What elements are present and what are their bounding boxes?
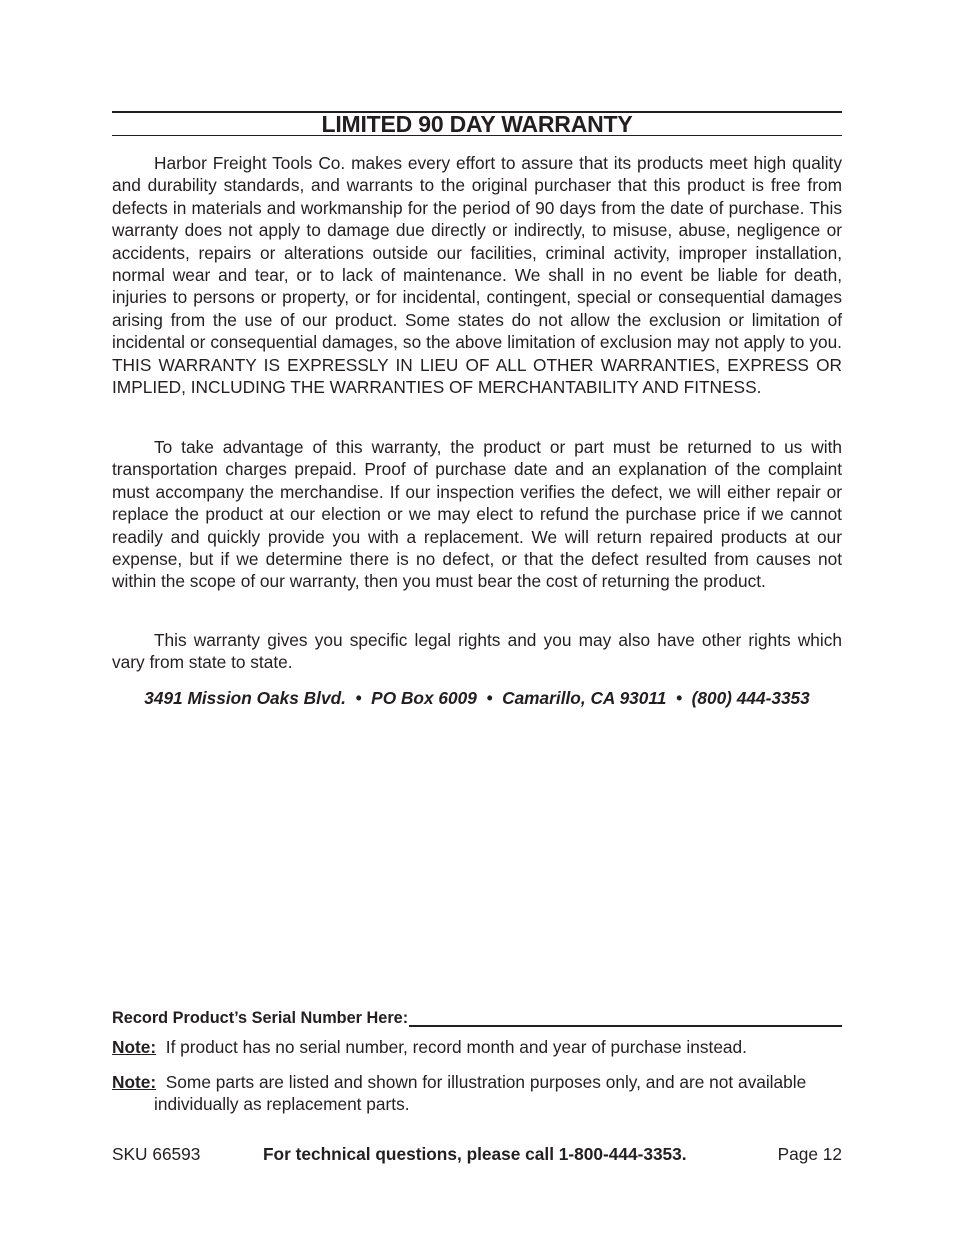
warranty-paragraph-3: [112, 629, 842, 674]
page-footer: [112, 1142, 842, 1166]
note-label: Note:: [112, 1037, 157, 1057]
warranty-paragraph-1: [112, 152, 842, 398]
warranty-paragraph-1-text: Harbor Freight Tools Co. makes every effort to assure that its products meet high quality and durability standards, and warrants to the original purchaser that this product is free from defects in materials and workmanship for the period of 90 days from the date of purchase. This warranty does not apply to damage due directly or indirectly, to misuse, abuse, negligence or accidents, repairs or alterations outside our facilities, criminal activity, improper installation, normal wear and tear, or to lack of maintenance. We shall in no event be liable for death, injuries to persons or property, or for incidental, contingent, special or consequential damages arising from the use of our product. Some states do not allow the exclusion or limitation of incidental or consequential damages, so the above limitation of exclusion may not apply to you. THIS WARRANTY IS EXPRESSLY IN LIEU OF ALL OTHER WARRANTIES, EXPRESS OR IMPLIED, INCLUDING THE WARRANTIES OF MERCHANTABILITY AND FITNESS.: [112, 153, 842, 398]
footer-tech-support: For technical questions, please call 1-800-444-3353.: [263, 1144, 687, 1164]
warranty-page: [112, 0, 842, 1235]
footer-page-number: Page 12: [777, 1144, 842, 1164]
serial-number-label: Record Product’s Serial Number Here:: [112, 1009, 409, 1027]
warranty-title: LIMITED 90 DAY WARRANTY: [321, 111, 633, 137]
note-text: If product has no serial number, record month and year of purchase instead.: [165, 1037, 747, 1057]
note-text: Some parts are listed and shown for illustration purposes only, and are not available individually as replacement parts.: [154, 1072, 807, 1115]
serial-number-blank-line: [409, 1007, 842, 1027]
serial-number-row: [112, 1006, 842, 1028]
note-label: Note:: [112, 1072, 157, 1092]
warranty-paragraph-2: [112, 436, 842, 593]
warranty-paragraph-3-text: This warranty gives you specific legal rights and you may also have other rights which vary from state to state.: [112, 630, 842, 673]
footer-sku: SKU 66593: [112, 1144, 201, 1164]
warranty-paragraph-2-text: To take advantage of this warranty, the product or part must be returned to us with transportation charges prepaid. Proof of purchase date and an explanation of the complaint must accompany the merchandise. If our inspection verifies the defect, we will either repair or replace the product at our election or we may elect to refund the purchase price if we cannot readily and quickly provide you with a replacement. We will return repaired products at our expense, but if we determine there is no defect, or that the defect resulted from causes not within the scope of our warranty, then you must bear the cost of returning the product.: [112, 437, 842, 592]
company-address: 3491 Mission Oaks Blvd. • PO Box 6009 • Camarillo, CA 93011 • (800) 444-3353: [144, 688, 810, 708]
note-parts: [112, 1071, 842, 1116]
note-serial: [112, 1036, 842, 1058]
